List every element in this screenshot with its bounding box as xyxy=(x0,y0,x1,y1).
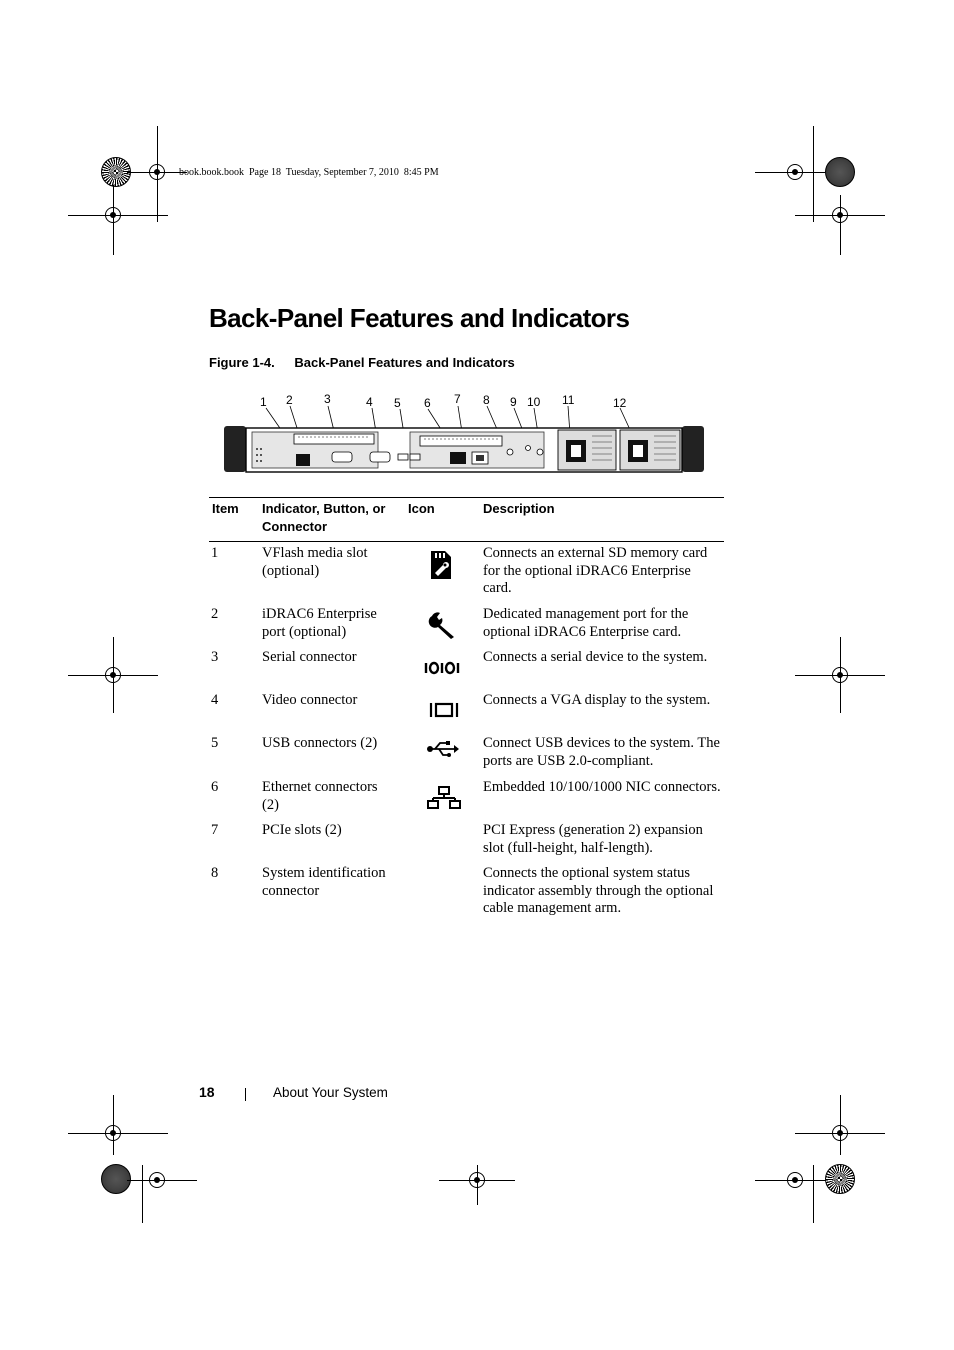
header-description: Description xyxy=(483,501,555,516)
print-header: book.book.book Page 18 Tuesday, September 7, 2010 8:45 PM xyxy=(179,167,439,178)
callout-11: 11 xyxy=(562,393,575,407)
table-row-description: Connects the optional system status indicator assembly through the optional cable management arm. xyxy=(483,865,714,916)
video-icon xyxy=(429,702,459,718)
table-row-name: USB connectors (2) xyxy=(262,735,378,751)
footer-section: About Your System xyxy=(273,1085,388,1100)
figure-caption-text: Back-Panel Features and Indicators xyxy=(294,355,515,370)
color-bar-mark xyxy=(825,157,855,187)
serial-icon xyxy=(424,661,462,675)
table-top-rule xyxy=(209,497,724,498)
table-row-name: Ethernet connectors (2) xyxy=(262,779,378,813)
figure-caption xyxy=(209,355,515,370)
callout-7: 7 xyxy=(454,392,461,406)
callout-1: 1 xyxy=(260,395,267,409)
table-row-description: Connect USB devices to the system. The ports are USB 2.0-compliant. xyxy=(483,735,720,769)
table-row-item: 2 xyxy=(211,606,219,622)
table-row-description: Dedicated management port for the optional iDRAC6 Enterprise card. xyxy=(483,606,689,640)
table-row-item: 8 xyxy=(211,865,219,881)
callout-3: 3 xyxy=(324,392,331,406)
callout-4: 4 xyxy=(366,395,373,409)
header-item: Item xyxy=(212,501,239,516)
header-icon: Icon xyxy=(408,501,435,516)
callout-10: 10 xyxy=(527,395,541,409)
callout-8: 8 xyxy=(483,393,490,407)
table-row-item: 4 xyxy=(211,692,219,708)
table-row-item: 1 xyxy=(211,545,219,561)
color-bar-mark xyxy=(825,1164,855,1194)
table-row-description: Connects a serial device to the system. xyxy=(483,649,708,665)
table-row-description: Embedded 10/100/1000 NIC connectors. xyxy=(483,779,721,795)
table-row-description: Connects an external SD memory card for the optional iDRAC6 Enterprise card. xyxy=(483,545,708,596)
table-row-name: Video connector xyxy=(262,692,358,708)
callout-2: 2 xyxy=(286,393,293,407)
ethernet-icon xyxy=(427,786,461,810)
callout-9: 9 xyxy=(510,395,517,409)
table-row-description: PCI Express (generation 2) expansion slot (full-height, half-length). xyxy=(483,822,703,856)
table-row-item: 5 xyxy=(211,735,219,751)
table-row-item: 3 xyxy=(211,649,219,665)
page-title: Back-Panel Features and Indicators xyxy=(209,303,630,333)
table-row-name: Serial connector xyxy=(262,649,357,665)
table-row-item: 7 xyxy=(211,822,219,838)
table-header-rule xyxy=(209,541,724,542)
sd-card-icon xyxy=(430,550,452,580)
header-connector: Indicator, Button, or Connector xyxy=(262,501,386,534)
page-number: 18 xyxy=(199,1084,215,1100)
server-back-panel-illustration xyxy=(222,404,708,476)
usb-icon xyxy=(426,739,460,759)
callout-5: 5 xyxy=(394,396,401,410)
table-row-name: VFlash media slot (optional) xyxy=(262,545,368,579)
figure-label: Figure 1-4. xyxy=(209,355,275,370)
callout-6: 6 xyxy=(424,396,431,410)
color-bar-mark xyxy=(101,1164,131,1194)
footer-divider xyxy=(245,1088,246,1101)
table-row-item: 6 xyxy=(211,779,219,795)
wrench-icon xyxy=(428,610,458,640)
callout-12: 12 xyxy=(613,396,627,410)
table-row-description: Connects a VGA display to the system. xyxy=(483,692,711,708)
table-row-name: PCIe slots (2) xyxy=(262,822,342,838)
table-row-name: System identification connector xyxy=(262,865,386,899)
table-row-name: iDRAC6 Enterprise port (optional) xyxy=(262,606,377,640)
